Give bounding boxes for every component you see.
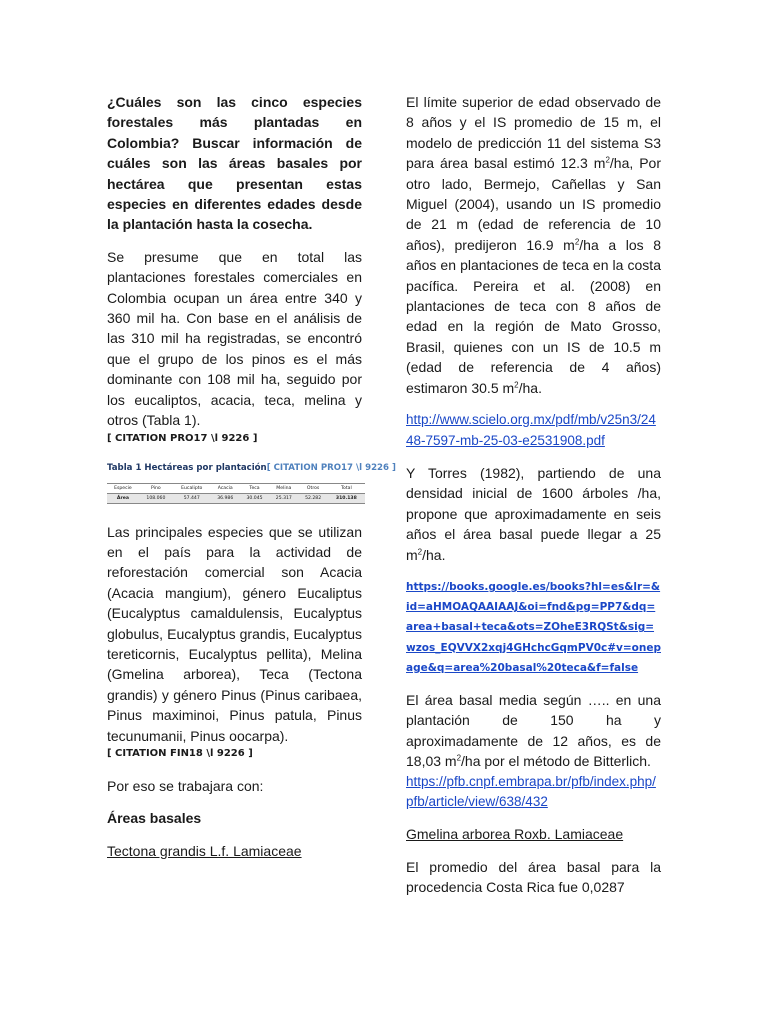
table-cell: 57.447 <box>173 493 211 503</box>
question-heading: ¿Cuáles son las cinco especies forestales más plantadas en Colombia? Buscar información de cuáles son las áreas basales por hectárea que presentan estas especies en diferentes edades desde la plantación hasta la cosecha. <box>107 94 362 233</box>
citation-pro17: [ CITATION PRO17 \l 9226 ] <box>107 432 258 444</box>
species-subheading-gmelina: Gmelina arborea Roxb. Lamiaceae <box>406 826 624 843</box>
left-column <box>107 92 396 861</box>
table-cell: 30.045 <box>240 493 269 503</box>
paragraph-teca-prediction: El límite superior de edad observado de 8 años y el IS promedio de 15 m, el modelo de predicción 11 del sistema S3 para área basal estimó 12.3 $m^2/ha$, Por otro lado, Bermejo, Cañellas y San Miguel (2004), usando un IS promedio de 21 m (edad de referencia de 10 años), predijeron 16.9 $m^2/ha$ a los 8 años en plantaciones de teca en la costa pacífica. Pereira et al. (2008) en plantaciones de teca con 8 años de edad en la región de Mato Grosso, Brasil, quienes con un IS de 10.5 m (edad de referencia de 4 años) estimaron 30.5 $m^2/ha$. <box>406 94 662 396</box>
spacer <box>107 796 362 808</box>
paragraph-work-with: Por eso se trabajara con: <box>107 777 264 794</box>
spacer <box>406 812 661 824</box>
table-row <box>107 493 365 503</box>
table-caption <box>107 461 396 475</box>
table-header-cell: Acacia <box>211 483 240 493</box>
spacer <box>406 678 661 690</box>
spacer <box>406 451 661 463</box>
spacer <box>406 845 661 857</box>
table-cell: 52.282 <box>298 493 327 503</box>
scielo-link[interactable]: http://www.scielo.org.mx/pdf/mb/v25n3/2448-7597-mb-25-03-e2531908.pdf <box>406 412 656 448</box>
spacer <box>406 398 661 410</box>
spacer <box>107 829 362 841</box>
table-cell: 25.317 <box>269 493 298 503</box>
species-subheading-tectona: Tectona grandis L.f. Lamiaceae <box>107 842 302 859</box>
table-header-cell: Melina <box>269 483 298 493</box>
paragraph-torres: Y Torres (1982), partiendo de una densidad inicial de 1600 árboles /ha, propone que aproximadamente en seis años el área basal puede llegar a 25 $m^2/ha$. <box>406 464 661 563</box>
table-cell: Área <box>107 493 139 503</box>
table-header-cell: Especie <box>107 483 139 493</box>
spacer <box>406 565 661 577</box>
table-header-row <box>107 483 365 493</box>
right-column <box>406 92 661 898</box>
table-caption-text: Tabla 1 Hectáreas por plantación <box>107 462 267 473</box>
table-header-cell: Teca <box>240 483 269 493</box>
google-books-link[interactable]: https://books.google.es/books?hl=es&lr=&id=aHMOAQAAIAAJ&oi=fnd&pg=PP7&dq=area+basal+teca&ots=ZOheE3RQSt&sig=wzos_EQVVX2xqj4GHchcGqmPV0c#v=onepage&q=area%20basal%20teca&f=false <box>406 580 661 674</box>
embrapa-link[interactable]: https://pfb.cnpf.embrapa.br/pfb/index.php/pfb/article/view/638/432 <box>406 773 656 809</box>
table-header-cell: Pino <box>139 483 173 493</box>
citation-fin18: [ CITATION FIN18 \l 9226 ] <box>107 747 253 759</box>
section-heading-basal-areas: Áreas basales <box>107 810 202 827</box>
table-header-cell: Eucalipto <box>173 483 211 493</box>
paragraph-plantations: Se presume que en total las plantaciones forestales comerciales en Colombia ocupan un área entre 340 y 360 mil ha. Con base en el análisis de las 310 mil ha registradas, se encontró que el grupo de los pinos es el más dominante con 108 mil ha, seguido por los eucaliptos, acacia, teca, melina y otros (Tabla 1). <box>107 248 362 429</box>
table-cell: 108.060 <box>139 493 173 503</box>
table-cell: 36.986 <box>211 493 240 503</box>
table-cell: 310.138 <box>328 493 365 503</box>
table-caption-citation: [ CITATION PRO17 \l 9226 ] <box>266 462 396 473</box>
paragraph-costa-rica: El promedio del área basal para la procedencia Costa Rica fue 0,0287 <box>406 858 661 896</box>
table-header-cell: Otros <box>298 483 327 493</box>
table-header-cell: Total <box>328 483 365 493</box>
paragraph-bitterlich: El área basal media según ….. en una plantación de 150 ha y aproximadamente de 12 años, es de 18,03 $m^2/ha$ por el método de Bitterlich. <box>406 691 661 770</box>
hectares-table <box>107 483 365 504</box>
paragraph-species: Las principales especies que se utilizan en el país para la actividad de reforestación comercial son Acacia (Acacia mangium), género Eucaliptus (Eucalyptus camaldulensis, Eucalyptus globulus, Eucalyptus grandis, Eucalyptus tereticornis, Eucalyptus pellita), Melina (Gmelina arborea), Teca (Tectona grandis) y género Pinus (Pinus caribaea, Pinus maximinoi, Pinus patula, Pinus tecunumanii, Pinus oocarpa). <box>107 523 362 744</box>
